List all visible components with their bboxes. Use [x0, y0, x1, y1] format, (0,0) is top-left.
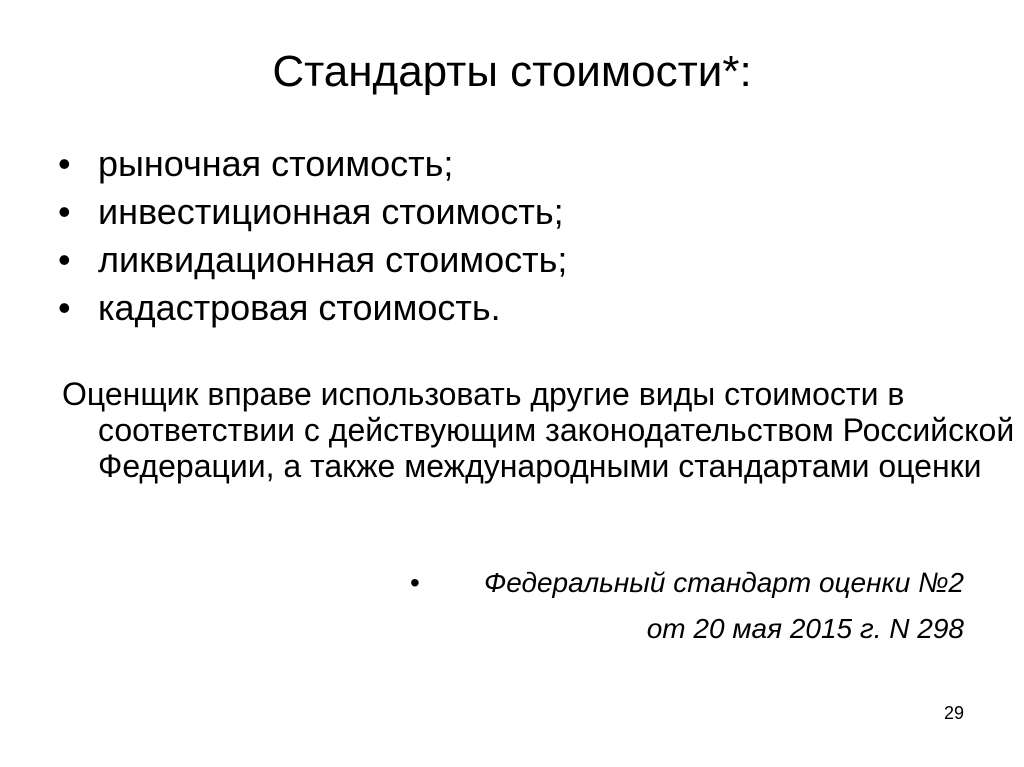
list-item-text: кадастровая стоимость. — [98, 287, 501, 328]
body-paragraph: Оценщик вправе использовать другие виды стоимости в соответствии с действующим законодательством Российской Федерации, а также международными стандартами оценки — [62, 376, 1015, 484]
bullet-icon: • — [58, 143, 71, 184]
list-item-text: ликвидационная стоимость; — [98, 239, 568, 280]
bullet-icon: • — [58, 287, 71, 328]
source-line-1: Федеральный стандарт оценки №2 — [483, 567, 964, 598]
list-item — [58, 188, 567, 236]
page-number: 29 — [943, 703, 964, 723]
source-line-2: от 20 мая 2015 г. N 298 — [646, 613, 964, 644]
list-item-text: рыночная стоимость; — [98, 143, 454, 184]
bullet-icon: • — [58, 239, 71, 280]
bullet-icon: • — [410, 567, 420, 598]
list-item — [58, 140, 567, 188]
list-item-text: инвестиционная стоимость; — [98, 191, 564, 232]
slide-title: Стандарты стоимости*: — [272, 47, 752, 96]
source-citation — [404, 560, 964, 652]
bullet-icon: • — [58, 191, 71, 232]
bullet-list — [58, 140, 567, 332]
list-item — [58, 284, 567, 332]
list-item — [58, 236, 567, 284]
